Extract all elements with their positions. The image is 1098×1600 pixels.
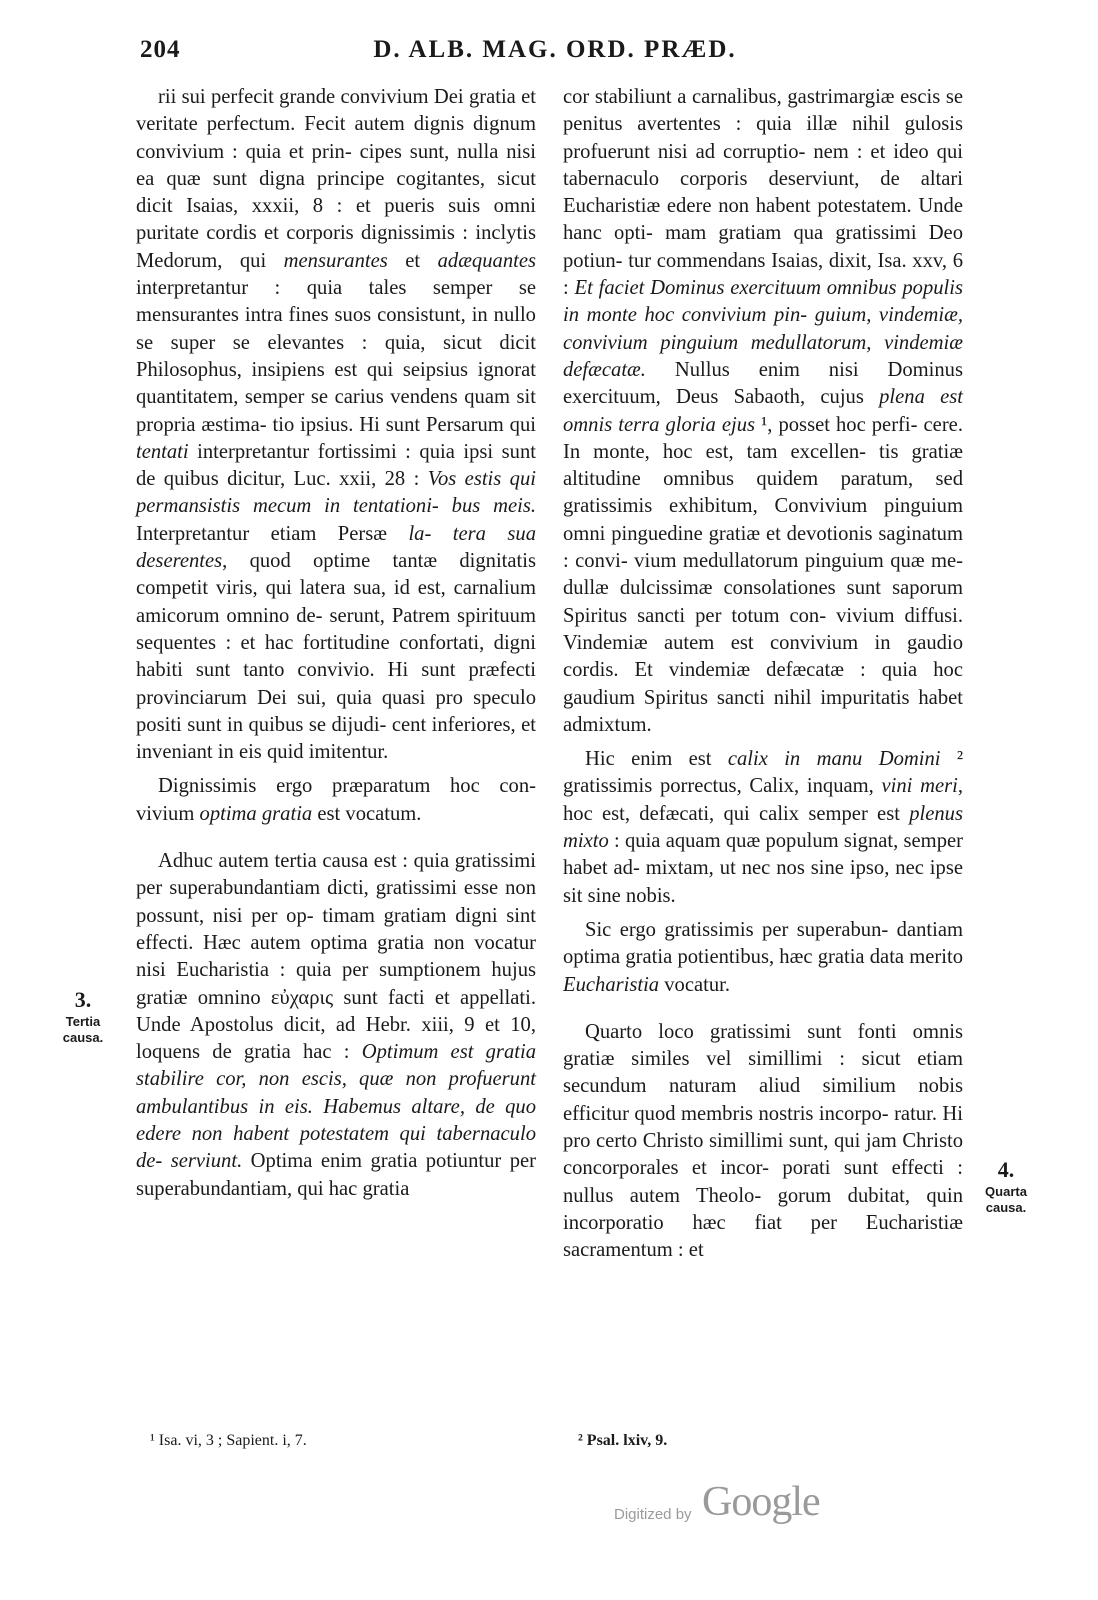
paragraph: Hic enim est calix in manu Domini ² gratissimis porrectus, Calix, inquam, vini meri, hoc est, defæcati, qui calix semper est plenus mixto : quia aquam quæ populum signat, semper habet ad- mixtam, ut nec nos sine ipso, nec ipse sit sine nobis. [563,748,964,907]
digitized-by-text: Digitized by [614,1506,692,1523]
marginal-label: Quarta [985,1184,1027,1199]
page-number: 204 [140,36,181,63]
paragraph: Quarto loco gratissimi sunt fonti omnis gratiæ similes vel simillimi : sicut etiam secundum naturam aliud similium nobis efficitur quod membris nostris incorpo- ratur. Hi pro certo Christo simillimi sunt, qui jam Christo concorporales et incor- porati sunt effecti : nullus autem Theolo- gorum dubitat, quin incorporatio hæc fiat per Eucharistiæ sacramentum : et [563,1020,964,1262]
marginal-note-third-cause [52,986,114,1046]
marginal-note-fourth-cause [975,1156,1037,1216]
paragraph: Adhuc autem tertia causa est : quia gratissimi per superabundantiam dicti, gratissimi esse non possunt, nisi per op- timam gratiam digni sint effecti. Hæc autem optima gratia non vocatur nisi Eucharistia : quia per sumptionem hujus gratiæ omnino εὐχαρις sunt facti et appellati. Unde Apostolus dicit, ad Hebr. xiii, 9 et 10, loquens de gratia hac : Optimum est gratia stabilire cor, non escis, quæ non profuerunt ambulantibus in eis. Habemus altare, de quo edere non habent potestatem qui tabernaculo de- serviunt. Optima enim gratia potiuntur per superabundantiam, qui hac gratia [136,850,537,1200]
footnote-left: ¹ Isa. vi, 3 ; Sapient. i, 7. [150,1432,307,1449]
marginal-number: 3. [74,987,92,1012]
page-header [140,36,970,70]
running-title: D. ALB. MAG. ORD. PRÆD. [373,36,737,63]
right-column [563,84,963,1264]
marginal-label: causa. [985,1200,1027,1215]
google-logo: Google [702,1479,820,1525]
paragraph: Sic ergo gratissimis per superabun- dantiam optima gratia potientibus, hæc gratia data merito Eucharistia vocatur. [563,918,963,996]
marginal-label: Tertia [65,1014,101,1029]
marginal-number: 4. [997,1157,1015,1182]
paragraph: cor stabiliunt a carnalibus, gastrimargiæ escis se penitus avertentes : quia illæ nihil gulosis profuerunt nisi ad corruptio- nem : et ideo qui tabernaculo corporis deserviunt, de altari Eucharistiæ edere non habent potestatem. Unde hanc opti- mam gratiam qua gratissimi Deo potiun- tur commendans Isaias, dixit, Isa. xxv, 6 : Et faciet Dominus exercituum omnibus populis in monte hoc convivium pin- guium, vindemiæ, convivium pinguium medullatorum, vindemiæ defæcatæ. Nullus enim nisi Dominus exercituum, Deus Sabaoth, cujus plena est omnis terra gloria ejus ¹, posset hoc perfi- cere. In monte, hoc est, tam excellen- tis gratiæ altitudine omnibus quidem paratum, sed gratissimis exhibitum, Convivium pinguium omni pinguedine gratiæ et devotionis saginatum : convi- vium medullatorum pinguium quæ me- dullæ dulcissimæ consolationes sunt saporum Spiritus sancti per totum con- vivium diffusi. Vindemiæ autem est convivium in gaudio cordis. Et vindemiæ defæcatæ : quia hoc gaudium Spiritus sancti nihil impuritatis habet admixtum. [563,86,964,736]
paragraph: rii sui perfecit grande convivium Dei gratia et veritate perfectum. Fecit autem dignis dignum convivium : quia et prin- cipes sunt, nulla nisi ea quæ sunt digna principe cogitantes, sicut dicit Isaias, xxxii, 8 : et pueris suis omni puritate cordis et corporis dignissimis : inclytis Medorum, qui mensurantes et adæquantes interpretantur : quia tales semper se mensurantes intra fines suos consistunt, in nullo se super se elevantes : quia, sicut dicit Philosophus, insipiens est qui seipsius ignorat quantitatem, semper se carius vendens quam sit propria æstima- tio ipsius. Hi sunt Persarum qui tentati interpretantur fortissimi : quia ipsi sunt de quibus dicitur, Luc. xxii, 28 : Vos estis qui permansistis mecum in tentationi- bus meis. Interpretantur etiam Persæ la- tera sua deserentes, quod optime tantæ dignitatis competit viris, qui latera sua, id est, carnalium amicorum omnino de- serunt, Patrem spirituum sequentes : et hac fortitudine confortati, digni habiti sunt tanto convivio. Hi sunt præfecti provinciarum Dei sui, quia quasi pro speculo positi sunt in quibus se dijudi- cent inferiores, et inveniant in eis quid imitentur. [136,86,537,764]
paragraph: Dignissimis ergo præparatum hoc con- vivium optima gratia est vocatum. [136,775,536,825]
marginal-label: causa. [62,1030,104,1045]
footnote-right: ² Psal. lxiv, 9. [578,1432,668,1449]
digitized-watermark [614,1478,874,1538]
left-column [136,84,536,1203]
